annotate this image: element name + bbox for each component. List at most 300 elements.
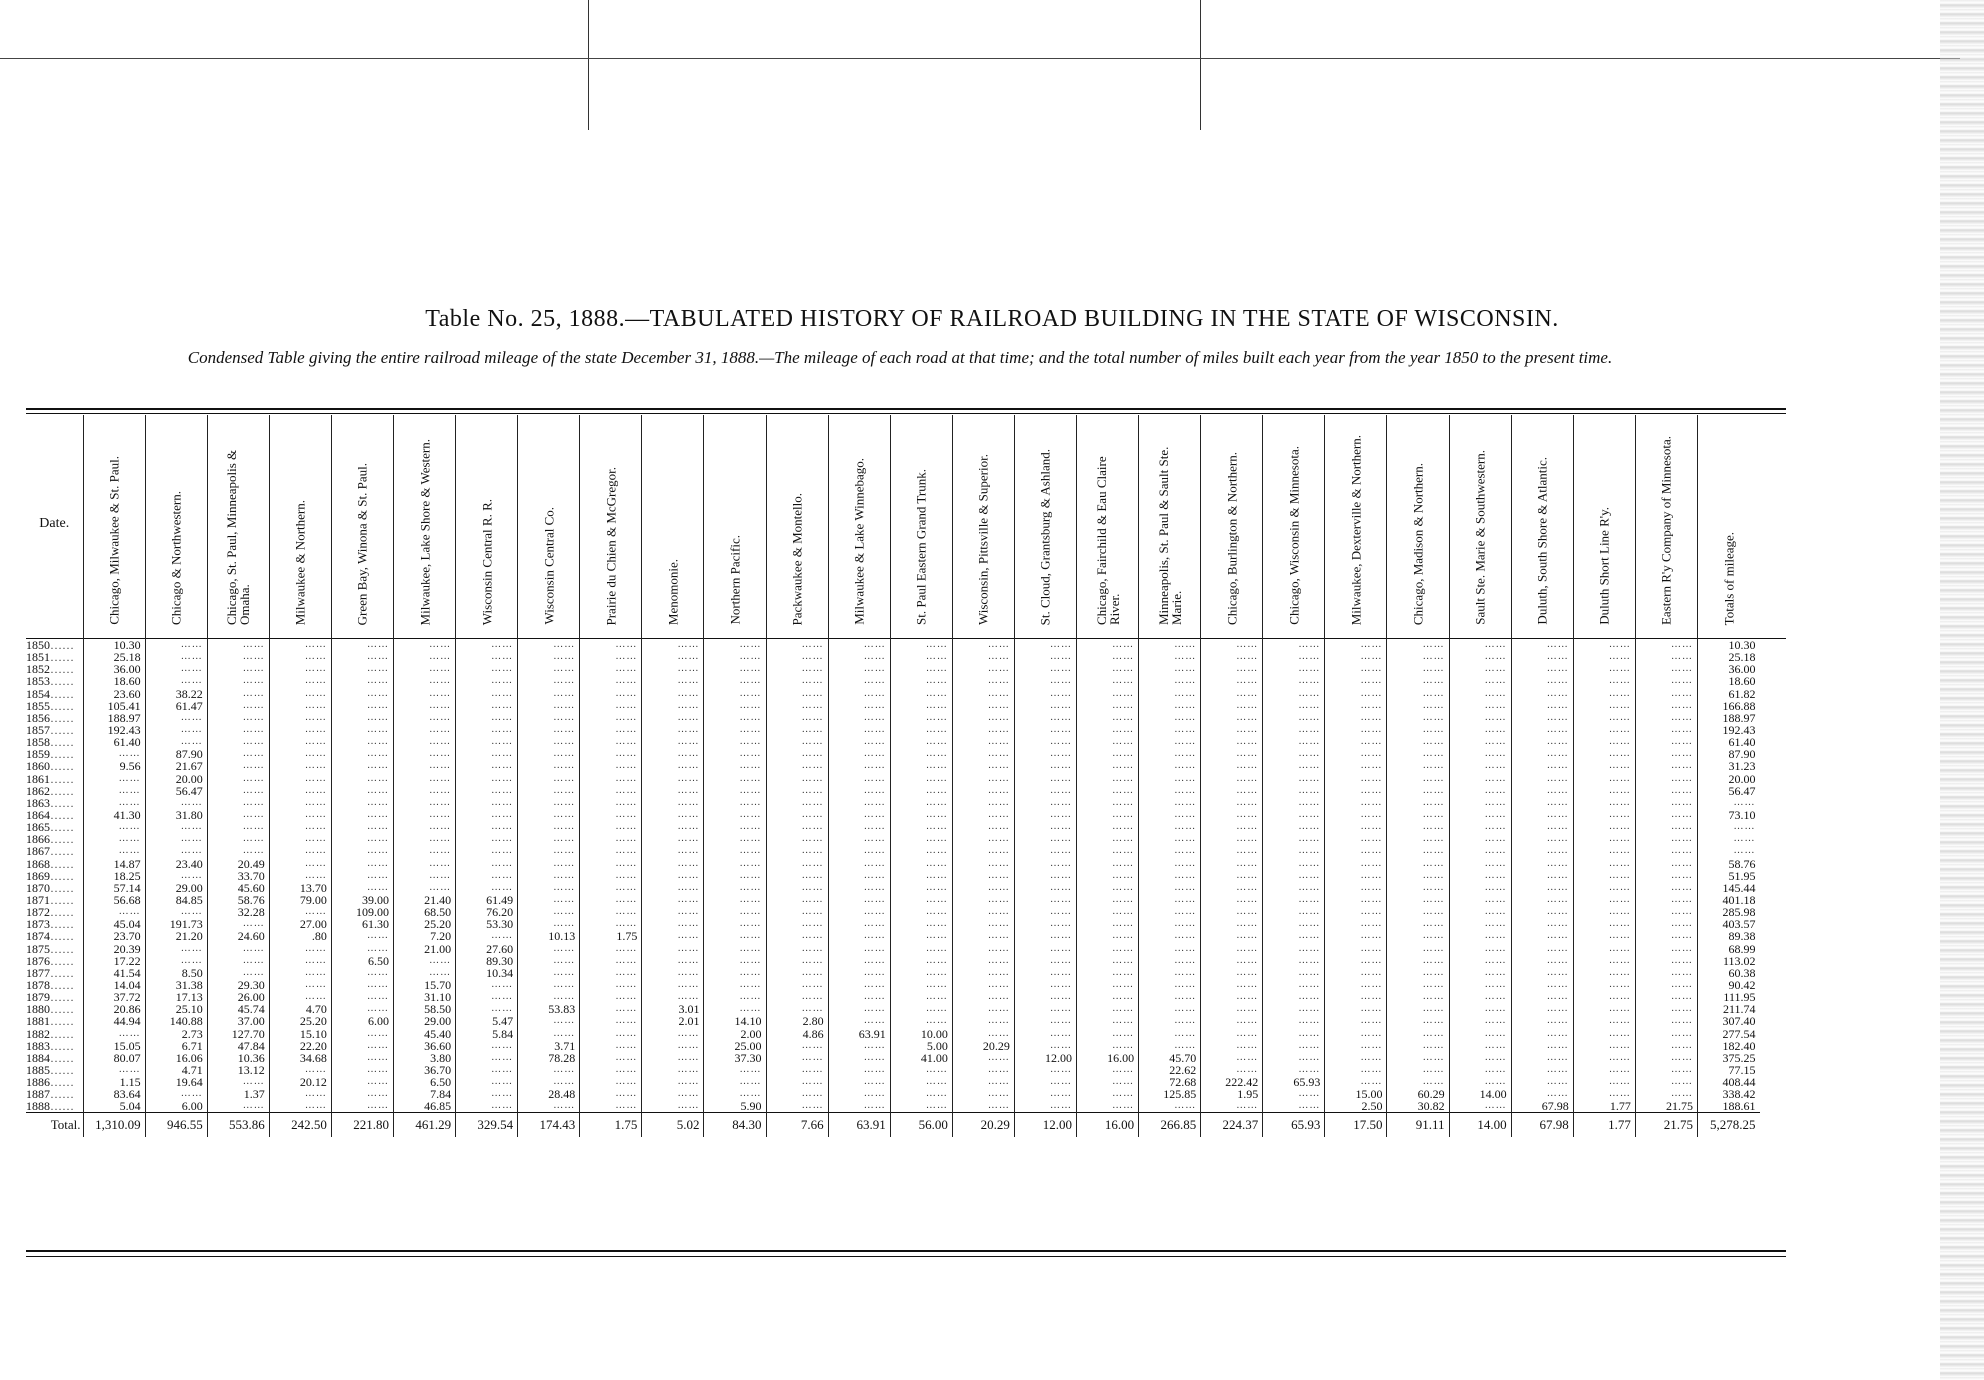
empty-cell: …… <box>1077 633 1139 651</box>
empty-cell: …… <box>890 1088 952 1100</box>
empty-cell: …… <box>83 1064 145 1076</box>
total-cell: 84.30 <box>704 1113 766 1138</box>
empty-cell: …… <box>1387 991 1449 1003</box>
mileage-cell: 53.83 <box>518 1003 580 1015</box>
mileage-cell: 73.10 <box>1697 809 1759 821</box>
table-row <box>26 833 1760 845</box>
empty-cell: …… <box>890 821 952 833</box>
empty-cell: …… <box>766 821 828 833</box>
empty-cell: …… <box>828 1052 890 1064</box>
empty-cell: …… <box>1201 930 1263 942</box>
empty-cell: …… <box>1263 930 1325 942</box>
empty-cell: …… <box>1139 797 1201 809</box>
leader-dots <box>50 918 74 930</box>
empty-cell: …… <box>766 797 828 809</box>
row-year <box>26 845 83 857</box>
table-subtitle: Condensed Table giving the entire railroad mileage of the state December 31, 1888.—The mileage of each road at that time; and the total number of miles built each year from the year 1850 to the present time. <box>187 348 1613 367</box>
row-year <box>26 870 83 882</box>
row-year-label: 1857 <box>26 723 50 737</box>
row-year <box>26 858 83 870</box>
table-row <box>26 979 1760 991</box>
mileage-cell: 76.20 <box>456 906 518 918</box>
empty-cell: …… <box>1325 736 1387 748</box>
empty-cell: …… <box>1139 955 1201 967</box>
empty-cell: …… <box>952 967 1014 979</box>
empty-cell: …… <box>1077 773 1139 785</box>
empty-cell: …… <box>331 991 393 1003</box>
total-cell: 174.43 <box>518 1113 580 1138</box>
empty-cell: …… <box>518 1028 580 1040</box>
empty-cell: …… <box>1139 736 1201 748</box>
mileage-cell: 188.61 <box>1697 1100 1759 1113</box>
empty-cell: …… <box>1201 736 1263 748</box>
empty-cell: …… <box>828 845 890 857</box>
empty-cell: …… <box>1573 845 1635 857</box>
empty-cell: …… <box>1511 797 1573 809</box>
empty-cell: …… <box>1511 955 1573 967</box>
row-year <box>26 1028 83 1040</box>
empty-cell: …… <box>1325 833 1387 845</box>
empty-cell: …… <box>766 943 828 955</box>
empty-cell: …… <box>704 633 766 651</box>
empty-cell: …… <box>1263 1040 1325 1052</box>
empty-cell: …… <box>766 1040 828 1052</box>
empty-cell: …… <box>828 1064 890 1076</box>
empty-cell: …… <box>1077 821 1139 833</box>
empty-cell: …… <box>1077 1040 1139 1052</box>
empty-cell: …… <box>1449 906 1511 918</box>
empty-cell: …… <box>1449 675 1511 687</box>
empty-cell: …… <box>1387 967 1449 979</box>
empty-cell: …… <box>828 918 890 930</box>
empty-cell: …… <box>393 809 455 821</box>
leader-dots <box>50 1028 74 1040</box>
empty-cell: …… <box>1263 675 1325 687</box>
empty-cell: …… <box>456 633 518 651</box>
empty-cell: …… <box>1201 797 1263 809</box>
empty-cell: …… <box>1325 858 1387 870</box>
empty-cell: …… <box>580 979 642 991</box>
empty-cell: …… <box>1139 882 1201 894</box>
mileage-cell: 46.85 <box>393 1100 455 1113</box>
empty-cell: …… <box>331 675 393 687</box>
row-year-label: 1862 <box>26 784 50 797</box>
table-row <box>26 894 1760 906</box>
empty-cell: …… <box>1449 1064 1511 1076</box>
leader-dots <box>50 979 74 991</box>
empty-cell: …… <box>456 809 518 821</box>
empty-cell: …… <box>1387 918 1449 930</box>
empty-cell: …… <box>952 1003 1014 1015</box>
empty-cell: …… <box>456 930 518 942</box>
leader-dots <box>50 688 74 700</box>
empty-cell: …… <box>456 991 518 1003</box>
mileage-cell: 2.01 <box>642 1015 704 1027</box>
empty-cell: …… <box>331 633 393 651</box>
empty-cell: …… <box>642 955 704 967</box>
mileage-cell: 285.98 <box>1697 906 1759 918</box>
empty-cell: …… <box>766 736 828 748</box>
empty-cell: …… <box>207 943 269 955</box>
empty-cell: …… <box>1387 785 1449 797</box>
column-header <box>952 415 1014 633</box>
mileage-cell: 14.04 <box>83 979 145 991</box>
empty-cell: …… <box>1325 967 1387 979</box>
empty-cell: …… <box>1263 1100 1325 1113</box>
empty-cell: …… <box>1387 845 1449 857</box>
empty-cell: …… <box>1511 1064 1573 1076</box>
empty-cell: …… <box>1697 845 1759 857</box>
empty-cell: …… <box>704 894 766 906</box>
mileage-cell: 4.71 <box>145 1064 207 1076</box>
empty-cell: …… <box>766 700 828 712</box>
empty-cell: …… <box>518 821 580 833</box>
empty-cell: …… <box>704 1076 766 1088</box>
mileage-cell: 61.49 <box>456 894 518 906</box>
row-year <box>26 633 83 651</box>
empty-cell: …… <box>766 748 828 760</box>
mileage-cell: 45.74 <box>207 1003 269 1015</box>
row-year-label: 1876 <box>26 954 50 967</box>
empty-cell: …… <box>207 760 269 772</box>
empty-cell: …… <box>393 675 455 687</box>
empty-cell: …… <box>1635 1028 1697 1040</box>
mileage-cell: 9.56 <box>83 760 145 772</box>
empty-cell: …… <box>1573 736 1635 748</box>
empty-cell: …… <box>1511 833 1573 845</box>
total-cell: 553.86 <box>207 1113 269 1138</box>
empty-cell: …… <box>1449 858 1511 870</box>
empty-cell: …… <box>1263 633 1325 651</box>
column-header-label: Eastern R'y Company of Minnesota. <box>1658 435 1674 625</box>
mileage-cell: 192.43 <box>83 724 145 736</box>
empty-cell: …… <box>642 773 704 785</box>
column-header <box>1014 415 1076 633</box>
table-row <box>26 712 1760 724</box>
top-double-rule-2 <box>26 413 1786 414</box>
empty-cell: …… <box>1325 712 1387 724</box>
mileage-cell: 25.18 <box>83 651 145 663</box>
empty-cell: …… <box>890 675 952 687</box>
empty-cell: …… <box>1014 712 1076 724</box>
empty-cell: …… <box>518 736 580 748</box>
empty-cell: …… <box>642 712 704 724</box>
empty-cell: …… <box>456 700 518 712</box>
empty-cell: …… <box>1511 821 1573 833</box>
empty-cell: …… <box>1325 651 1387 663</box>
column-header-label: Chicago, Madison & Northern. <box>1410 462 1426 625</box>
empty-cell: …… <box>1635 833 1697 845</box>
empty-cell: …… <box>704 845 766 857</box>
empty-cell: …… <box>393 821 455 833</box>
mileage-cell: 20.12 <box>269 1076 331 1088</box>
column-header-label: St. Paul Eastern Grand Trunk. <box>913 469 929 625</box>
empty-cell: …… <box>1387 1003 1449 1015</box>
mileage-cell: 22.62 <box>1139 1064 1201 1076</box>
empty-cell: …… <box>1387 943 1449 955</box>
row-year-label: 1873 <box>26 918 50 931</box>
empty-cell: …… <box>642 736 704 748</box>
row-year <box>26 724 83 736</box>
leader-dots <box>50 809 74 821</box>
empty-cell: …… <box>1014 943 1076 955</box>
column-header-label: Chicago, St. Paul, Minneapolis & Omaha. <box>224 449 253 625</box>
mileage-cell: 109.00 <box>331 906 393 918</box>
empty-cell: …… <box>207 748 269 760</box>
empty-cell: …… <box>207 955 269 967</box>
empty-cell: …… <box>704 967 766 979</box>
mileage-cell: 5.90 <box>704 1100 766 1113</box>
empty-cell: …… <box>1573 894 1635 906</box>
empty-cell: …… <box>83 906 145 918</box>
table-row <box>26 1028 1760 1040</box>
empty-cell: …… <box>828 1088 890 1100</box>
empty-cell: …… <box>269 845 331 857</box>
empty-cell: …… <box>1573 979 1635 991</box>
empty-cell: …… <box>269 1088 331 1100</box>
empty-cell: …… <box>393 651 455 663</box>
empty-cell: …… <box>1573 773 1635 785</box>
table-row <box>26 651 1760 663</box>
row-year-label: 1854 <box>26 687 50 700</box>
empty-cell: …… <box>393 748 455 760</box>
empty-cell: …… <box>642 906 704 918</box>
empty-cell: …… <box>393 712 455 724</box>
empty-cell: …… <box>207 821 269 833</box>
row-year-label: 1875 <box>26 942 50 955</box>
empty-cell: …… <box>704 821 766 833</box>
table-row <box>26 991 1760 1003</box>
empty-cell: …… <box>1014 688 1076 700</box>
empty-cell: …… <box>1387 1076 1449 1088</box>
empty-cell: …… <box>207 918 269 930</box>
mileage-cell: 2.73 <box>145 1028 207 1040</box>
column-header-label: Sault Ste. Marie & Southwestern. <box>1472 450 1488 625</box>
empty-cell: …… <box>1511 967 1573 979</box>
empty-cell: …… <box>1201 858 1263 870</box>
empty-cell: …… <box>331 870 393 882</box>
empty-cell: …… <box>331 651 393 663</box>
empty-cell: …… <box>890 1076 952 1088</box>
column-header <box>1139 415 1201 633</box>
empty-cell: …… <box>145 870 207 882</box>
empty-cell: …… <box>1014 930 1076 942</box>
empty-cell: …… <box>580 991 642 1003</box>
empty-cell: …… <box>331 700 393 712</box>
empty-cell: …… <box>1573 858 1635 870</box>
mileage-cell: 27.60 <box>456 943 518 955</box>
empty-cell: …… <box>642 943 704 955</box>
column-header-label: Northern Pacific. <box>727 535 743 625</box>
empty-cell: …… <box>1387 882 1449 894</box>
empty-cell: …… <box>1077 1088 1139 1100</box>
empty-cell: …… <box>1511 736 1573 748</box>
empty-cell: …… <box>207 633 269 651</box>
empty-cell: …… <box>642 1064 704 1076</box>
empty-cell: …… <box>1387 930 1449 942</box>
empty-cell: …… <box>1325 930 1387 942</box>
empty-cell: …… <box>890 663 952 675</box>
empty-cell: …… <box>580 700 642 712</box>
empty-cell: …… <box>642 1076 704 1088</box>
empty-cell: …… <box>1139 1015 1201 1027</box>
empty-cell: …… <box>704 1003 766 1015</box>
empty-cell: …… <box>1449 979 1511 991</box>
mileage-cell: 36.70 <box>393 1064 455 1076</box>
empty-cell: …… <box>1325 845 1387 857</box>
mileage-cell: 1.77 <box>1573 1100 1635 1113</box>
empty-cell: …… <box>704 930 766 942</box>
empty-cell: …… <box>766 1064 828 1076</box>
total-cell: 7.66 <box>766 1113 828 1138</box>
empty-cell: …… <box>890 894 952 906</box>
total-cell: 67.98 <box>1511 1113 1573 1138</box>
empty-cell: …… <box>331 979 393 991</box>
row-year-label: 1888 <box>26 1100 50 1113</box>
empty-cell: …… <box>1325 773 1387 785</box>
empty-cell: …… <box>580 809 642 821</box>
empty-cell: …… <box>580 1064 642 1076</box>
empty-cell: …… <box>1511 675 1573 687</box>
empty-cell: …… <box>642 1028 704 1040</box>
empty-cell: …… <box>1014 760 1076 772</box>
empty-cell: …… <box>580 845 642 857</box>
empty-cell: …… <box>766 858 828 870</box>
empty-cell: …… <box>518 906 580 918</box>
row-year <box>26 785 83 797</box>
empty-cell: …… <box>1077 991 1139 1003</box>
empty-cell: …… <box>952 1076 1014 1088</box>
empty-cell: …… <box>1139 688 1201 700</box>
empty-cell: …… <box>1635 1015 1697 1027</box>
empty-cell: …… <box>1139 651 1201 663</box>
empty-cell: …… <box>766 1076 828 1088</box>
empty-cell: …… <box>518 809 580 821</box>
column-header <box>1387 415 1449 633</box>
empty-cell: …… <box>642 882 704 894</box>
empty-cell: …… <box>1573 712 1635 724</box>
empty-cell: …… <box>828 955 890 967</box>
empty-cell: …… <box>1449 773 1511 785</box>
empty-cell: …… <box>1263 943 1325 955</box>
mileage-cell: 408.44 <box>1697 1076 1759 1088</box>
mileage-cell: 15.70 <box>393 979 455 991</box>
row-year-label: 1882 <box>26 1027 50 1040</box>
empty-cell: …… <box>1449 633 1511 651</box>
empty-cell: …… <box>1573 918 1635 930</box>
empty-cell: …… <box>1263 760 1325 772</box>
mileage-cell: 58.76 <box>1697 858 1759 870</box>
empty-cell: …… <box>766 724 828 736</box>
empty-cell: …… <box>518 882 580 894</box>
mileage-cell: 191.73 <box>145 918 207 930</box>
empty-cell: …… <box>766 773 828 785</box>
empty-cell: …… <box>1201 1052 1263 1064</box>
empty-cell: …… <box>1697 821 1759 833</box>
empty-cell: …… <box>331 821 393 833</box>
empty-cell: …… <box>828 633 890 651</box>
empty-cell: …… <box>518 918 580 930</box>
empty-cell: …… <box>1387 1064 1449 1076</box>
mileage-cell: 3.80 <box>393 1052 455 1064</box>
empty-cell: …… <box>580 1100 642 1113</box>
empty-cell: …… <box>642 1052 704 1064</box>
empty-cell: …… <box>1387 1040 1449 1052</box>
mileage-cell: 14.87 <box>83 858 145 870</box>
mileage-cell: 53.30 <box>456 918 518 930</box>
empty-cell: …… <box>456 724 518 736</box>
empty-cell: …… <box>1139 930 1201 942</box>
row-year <box>26 1052 83 1064</box>
mileage-cell: 5.47 <box>456 1015 518 1027</box>
mileage-cell: 188.97 <box>1697 712 1759 724</box>
column-header-label: Menomonie. <box>665 558 681 625</box>
empty-cell: …… <box>580 918 642 930</box>
mileage-cell: 44.94 <box>83 1015 145 1027</box>
mileage-cell: 89.30 <box>456 955 518 967</box>
leader-dots <box>50 991 74 1003</box>
mileage-cell: 63.91 <box>828 1028 890 1040</box>
empty-cell: …… <box>518 955 580 967</box>
empty-cell: …… <box>1449 1052 1511 1064</box>
empty-cell: …… <box>145 906 207 918</box>
empty-cell: …… <box>1201 724 1263 736</box>
empty-cell: …… <box>1635 633 1697 651</box>
table-header-row <box>26 415 1760 633</box>
empty-cell: …… <box>642 675 704 687</box>
empty-cell: …… <box>1077 979 1139 991</box>
mileage-cell: 111.95 <box>1697 991 1759 1003</box>
empty-cell: …… <box>83 748 145 760</box>
empty-cell: …… <box>1263 833 1325 845</box>
empty-cell: …… <box>1139 700 1201 712</box>
leader-dots <box>50 748 74 760</box>
empty-cell: …… <box>1325 700 1387 712</box>
mileage-cell: 61.40 <box>83 736 145 748</box>
empty-cell: …… <box>1139 675 1201 687</box>
leader-dots <box>50 1003 74 1015</box>
empty-cell: …… <box>1201 748 1263 760</box>
empty-cell: …… <box>1449 845 1511 857</box>
mileage-cell: 25.10 <box>145 1003 207 1015</box>
empty-cell: …… <box>331 833 393 845</box>
empty-cell: …… <box>828 930 890 942</box>
empty-cell: …… <box>1201 991 1263 1003</box>
empty-cell: …… <box>331 845 393 857</box>
empty-cell: …… <box>952 870 1014 882</box>
mileage-cell: 47.84 <box>207 1040 269 1052</box>
empty-cell: …… <box>766 1088 828 1100</box>
column-header <box>331 415 393 633</box>
empty-cell: …… <box>145 651 207 663</box>
empty-cell: …… <box>393 736 455 748</box>
empty-cell: …… <box>952 845 1014 857</box>
mileage-cell: 57.14 <box>83 882 145 894</box>
empty-cell: …… <box>1573 809 1635 821</box>
empty-cell: …… <box>1511 760 1573 772</box>
empty-cell: …… <box>952 675 1014 687</box>
empty-cell: …… <box>828 773 890 785</box>
row-year <box>26 1040 83 1052</box>
empty-cell: …… <box>1325 979 1387 991</box>
total-cell: 14.00 <box>1449 1113 1511 1138</box>
empty-cell: …… <box>766 882 828 894</box>
leader-dots <box>50 1064 74 1076</box>
row-year-label: 1867 <box>26 845 50 858</box>
column-header-label: Chicago, Milwaukee & St. Paul. <box>106 456 122 625</box>
empty-cell: …… <box>704 712 766 724</box>
empty-cell: …… <box>207 712 269 724</box>
